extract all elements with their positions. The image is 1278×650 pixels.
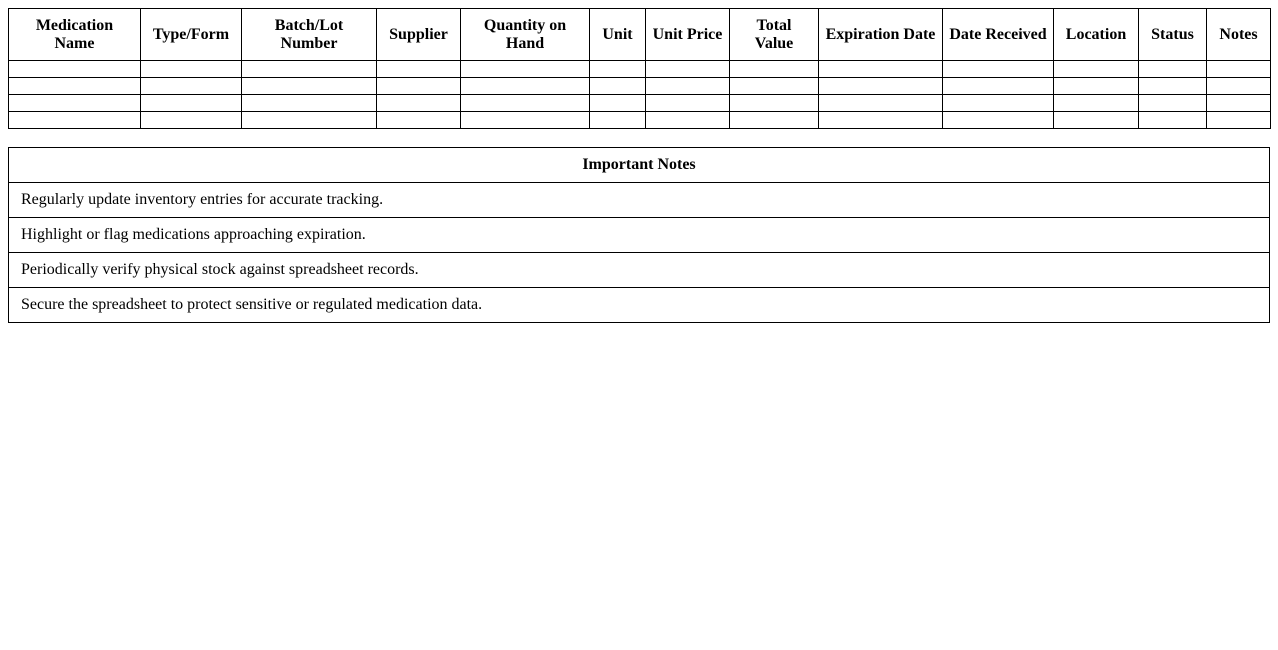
table-cell[interactable] <box>943 61 1054 78</box>
table-cell[interactable] <box>646 112 730 129</box>
table-cell[interactable] <box>141 61 242 78</box>
header-notes: Notes <box>1207 9 1271 61</box>
table-cell[interactable] <box>590 78 646 95</box>
header-location: Location <box>1054 9 1139 61</box>
table-cell[interactable] <box>461 78 590 95</box>
table-cell[interactable] <box>1054 112 1139 129</box>
table-row <box>9 112 1271 129</box>
table-cell[interactable] <box>1207 78 1271 95</box>
table-cell[interactable] <box>461 61 590 78</box>
table-cell[interactable] <box>819 95 943 112</box>
table-cell[interactable] <box>646 78 730 95</box>
note-row <box>9 288 1270 323</box>
table-cell[interactable] <box>242 112 377 129</box>
table-cell[interactable] <box>646 95 730 112</box>
table-cell[interactable] <box>730 61 819 78</box>
table-cell[interactable] <box>590 95 646 112</box>
table-cell[interactable] <box>1139 61 1207 78</box>
table-cell[interactable] <box>461 112 590 129</box>
table-cell[interactable] <box>730 112 819 129</box>
note-row <box>9 218 1270 253</box>
table-cell[interactable] <box>242 61 377 78</box>
table-cell[interactable] <box>377 95 461 112</box>
header-medication-name: Medication Name <box>9 9 141 61</box>
table-cell[interactable] <box>1054 78 1139 95</box>
table-cell[interactable] <box>1054 95 1139 112</box>
table-cell[interactable] <box>141 112 242 129</box>
header-quantity-on-hand: Quantity on Hand <box>461 9 590 61</box>
table-cell[interactable] <box>730 78 819 95</box>
page-content <box>8 8 1270 323</box>
note-item: Secure the spreadsheet to protect sensitive or regulated medication data. <box>9 288 1270 323</box>
table-cell[interactable] <box>461 95 590 112</box>
table-cell[interactable] <box>9 112 141 129</box>
table-cell[interactable] <box>819 112 943 129</box>
note-item: Regularly update inventory entries for accurate tracking. <box>9 183 1270 218</box>
table-cell[interactable] <box>1139 78 1207 95</box>
table-cell[interactable] <box>819 61 943 78</box>
table-cell[interactable] <box>9 95 141 112</box>
important-notes-table <box>8 147 1270 323</box>
table-cell[interactable] <box>1139 112 1207 129</box>
inventory-body <box>9 61 1271 129</box>
header-date-received: Date Received <box>943 9 1054 61</box>
table-cell[interactable] <box>590 112 646 129</box>
table-row <box>9 61 1271 78</box>
note-row <box>9 253 1270 288</box>
table-cell[interactable] <box>377 61 461 78</box>
inventory-header-row <box>9 9 1271 61</box>
table-cell[interactable] <box>646 61 730 78</box>
table-row <box>9 95 1271 112</box>
table-cell[interactable] <box>819 78 943 95</box>
note-item: Periodically verify physical stock against spreadsheet records. <box>9 253 1270 288</box>
table-cell[interactable] <box>943 112 1054 129</box>
table-cell[interactable] <box>730 95 819 112</box>
header-batch-lot-number: Batch/Lot Number <box>242 9 377 61</box>
table-cell[interactable] <box>377 78 461 95</box>
table-cell[interactable] <box>1139 95 1207 112</box>
table-cell[interactable] <box>9 78 141 95</box>
inventory-table <box>8 8 1271 129</box>
table-cell[interactable] <box>242 78 377 95</box>
header-unit-price: Unit Price <box>646 9 730 61</box>
table-cell[interactable] <box>1054 61 1139 78</box>
header-unit: Unit <box>590 9 646 61</box>
header-type-form: Type/Form <box>141 9 242 61</box>
table-row <box>9 78 1271 95</box>
table-cell[interactable] <box>141 95 242 112</box>
note-item: Highlight or flag medications approaching expiration. <box>9 218 1270 253</box>
notes-title-row <box>9 148 1270 183</box>
table-cell[interactable] <box>590 61 646 78</box>
table-cell[interactable] <box>9 61 141 78</box>
header-status: Status <box>1139 9 1207 61</box>
notes-title: Important Notes <box>9 148 1270 183</box>
table-cell[interactable] <box>1207 61 1271 78</box>
table-cell[interactable] <box>141 78 242 95</box>
header-expiration-date: Expiration Date <box>819 9 943 61</box>
note-row <box>9 183 1270 218</box>
table-cell[interactable] <box>1207 95 1271 112</box>
table-cell[interactable] <box>1207 112 1271 129</box>
table-cell[interactable] <box>377 112 461 129</box>
header-supplier: Supplier <box>377 9 461 61</box>
table-cell[interactable] <box>943 78 1054 95</box>
header-total-value: Total Value <box>730 9 819 61</box>
table-cell[interactable] <box>943 95 1054 112</box>
table-cell[interactable] <box>242 95 377 112</box>
